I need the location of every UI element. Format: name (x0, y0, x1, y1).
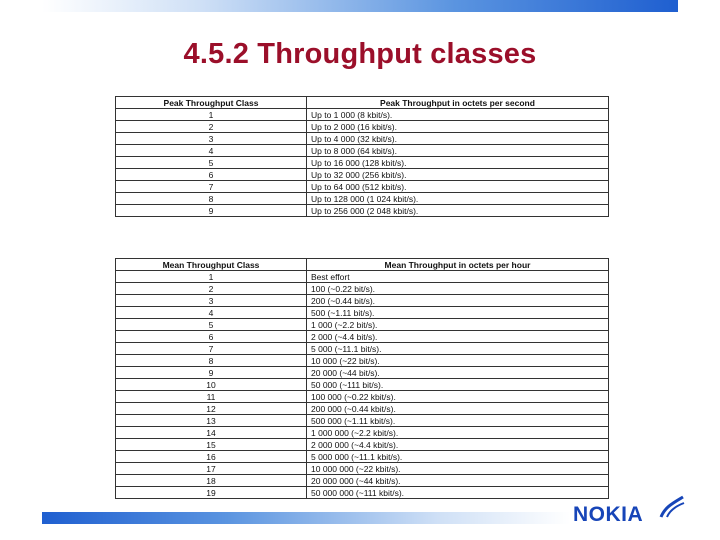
nokia-logo (573, 495, 685, 529)
throughput-cell: Up to 256 000 (2 048 kbit/s). (307, 205, 609, 217)
table-row (116, 475, 609, 487)
table-row (116, 463, 609, 475)
table-row (116, 403, 609, 415)
class-cell: 14 (116, 427, 307, 439)
table-row (116, 379, 609, 391)
class-cell: 3 (116, 133, 307, 145)
class-cell: 8 (116, 355, 307, 367)
table-row (116, 331, 609, 343)
table-row (116, 415, 609, 427)
class-cell: 2 (116, 121, 307, 133)
class-cell: 10 (116, 379, 307, 391)
class-cell: 9 (116, 367, 307, 379)
column-header: Mean Throughput Class (116, 259, 307, 271)
throughput-cell: 50 000 000 (~111 kbit/s). (307, 487, 609, 499)
throughput-cell: Up to 4 000 (32 kbit/s). (307, 133, 609, 145)
class-cell: 19 (116, 487, 307, 499)
class-cell: 8 (116, 193, 307, 205)
throughput-cell: Up to 8 000 (64 kbit/s). (307, 145, 609, 157)
table-row (116, 319, 609, 331)
throughput-cell: Up to 2 000 (16 kbit/s). (307, 121, 609, 133)
throughput-cell: 200 (~0.44 bit/s). (307, 295, 609, 307)
table-row (116, 157, 609, 169)
throughput-cell: 20 000 (~44 bit/s). (307, 367, 609, 379)
throughput-cell: Up to 128 000 (1 024 kbit/s). (307, 193, 609, 205)
table-row (116, 145, 609, 157)
class-cell: 18 (116, 475, 307, 487)
nokia-swirl-icon (657, 495, 685, 519)
class-cell: 1 (116, 271, 307, 283)
throughput-cell: 100 000 (~0.22 kbit/s). (307, 391, 609, 403)
table-row (116, 487, 609, 499)
mean-throughput-table (115, 258, 609, 499)
throughput-cell: Up to 1 000 (8 kbit/s). (307, 109, 609, 121)
throughput-cell: Up to 32 000 (256 kbit/s). (307, 169, 609, 181)
throughput-cell: 1 000 (~2.2 bit/s). (307, 319, 609, 331)
column-header: Peak Throughput in octets per second (307, 97, 609, 109)
page-title: 4.5.2 Throughput classes (183, 38, 537, 70)
class-cell: 15 (116, 439, 307, 451)
table-row (116, 169, 609, 181)
throughput-cell: 10 000 000 (~22 kbit/s). (307, 463, 609, 475)
class-cell: 13 (116, 415, 307, 427)
class-cell: 17 (116, 463, 307, 475)
table-row (116, 205, 609, 217)
throughput-cell: 100 (~0.22 bit/s). (307, 283, 609, 295)
class-cell: 4 (116, 307, 307, 319)
class-cell: 11 (116, 391, 307, 403)
throughput-cell: 500 000 (~1.11 kbit/s). (307, 415, 609, 427)
class-cell: 6 (116, 169, 307, 181)
table-row (116, 271, 609, 283)
bottom-decorative-bar (42, 512, 570, 524)
table-row (116, 283, 609, 295)
throughput-cell: 50 000 (~111 bit/s). (307, 379, 609, 391)
throughput-cell: Up to 16 000 (128 kbit/s). (307, 157, 609, 169)
table-row (116, 295, 609, 307)
table-header-row (116, 97, 609, 109)
column-header: Mean Throughput in octets per hour (307, 259, 609, 271)
throughput-cell: 200 000 (~0.44 kbit/s). (307, 403, 609, 415)
table-row (116, 343, 609, 355)
throughput-cell: Up to 64 000 (512 kbit/s). (307, 181, 609, 193)
table-row (116, 181, 609, 193)
table-row (116, 193, 609, 205)
throughput-cell: 5 000 000 (~11.1 kbit/s). (307, 451, 609, 463)
table-row (116, 109, 609, 121)
throughput-cell: 500 (~1.11 bit/s). (307, 307, 609, 319)
class-cell: 4 (116, 145, 307, 157)
throughput-cell: 20 000 000 (~44 kbit/s). (307, 475, 609, 487)
table-row (116, 367, 609, 379)
class-cell: 12 (116, 403, 307, 415)
class-cell: 1 (116, 109, 307, 121)
class-cell: 7 (116, 181, 307, 193)
top-decorative-bar (42, 0, 678, 12)
table-row (116, 391, 609, 403)
table-row (116, 439, 609, 451)
class-cell: 5 (116, 157, 307, 169)
class-cell: 6 (116, 331, 307, 343)
throughput-cell: 2 000 (~4.4 bit/s). (307, 331, 609, 343)
throughput-cell: 1 000 000 (~2.2 kbit/s). (307, 427, 609, 439)
logo-text: NOKIA (573, 503, 644, 526)
table-row (116, 121, 609, 133)
throughput-cell: 10 000 (~22 bit/s). (307, 355, 609, 367)
class-cell: 7 (116, 343, 307, 355)
throughput-cell: 2 000 000 (~4.4 kbit/s). (307, 439, 609, 451)
table-row (116, 307, 609, 319)
class-cell: 16 (116, 451, 307, 463)
column-header: Peak Throughput Class (116, 97, 307, 109)
table-row (116, 355, 609, 367)
class-cell: 5 (116, 319, 307, 331)
class-cell: 9 (116, 205, 307, 217)
peak-throughput-table (115, 96, 609, 217)
table-row (116, 133, 609, 145)
class-cell: 3 (116, 295, 307, 307)
table-row (116, 451, 609, 463)
table-row (116, 427, 609, 439)
throughput-cell: 5 000 (~11.1 bit/s). (307, 343, 609, 355)
class-cell: 2 (116, 283, 307, 295)
table-header-row (116, 259, 609, 271)
throughput-cell: Best effort (307, 271, 609, 283)
